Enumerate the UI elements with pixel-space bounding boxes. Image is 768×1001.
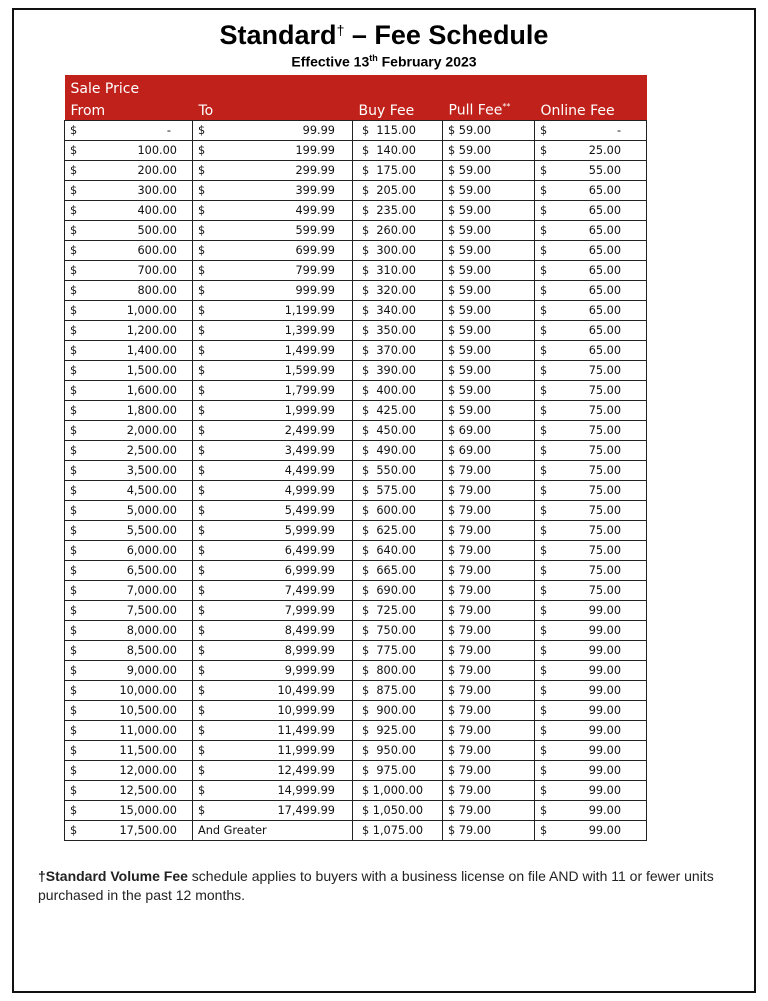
table-row — [65, 461, 647, 481]
table-row — [65, 801, 647, 821]
to-cell: $ 399.99 — [193, 181, 353, 201]
col-from-header: From — [65, 97, 193, 121]
from-cell: $ 200.00 — [65, 161, 193, 181]
from-cell: $ 2,000.00 — [65, 421, 193, 441]
table-row — [65, 161, 647, 181]
pull-fee-cell: $ 59.00 — [443, 201, 535, 221]
pull-fee-cell: $ 59.00 — [443, 241, 535, 261]
buy-fee-cell: $ 350.00 — [353, 321, 443, 341]
col-to-header: To — [193, 97, 353, 121]
from-cell: $ 700.00 — [65, 261, 193, 281]
from-cell: $ 2,500.00 — [65, 441, 193, 461]
col-online-fee-header: Online Fee — [535, 97, 647, 121]
to-cell: $ 4,499.99 — [193, 461, 353, 481]
table-row — [65, 361, 647, 381]
from-cell: $ 1,200.00 — [65, 321, 193, 341]
to-cell: $ 499.99 — [193, 201, 353, 221]
from-cell: $ 1,400.00 — [65, 341, 193, 361]
online-fee-cell: $ 65.00 — [535, 221, 647, 241]
table-row — [65, 301, 647, 321]
effective-date: Effective 13th February 2023 — [291, 53, 477, 70]
from-cell: $ 400.00 — [65, 201, 193, 221]
to-cell: $ 7,999.99 — [193, 601, 353, 621]
from-cell: $ 15,000.00 — [65, 801, 193, 821]
buy-fee-cell: $ 260.00 — [353, 221, 443, 241]
to-cell: $ 2,499.99 — [193, 421, 353, 441]
buy-fee-cell: $ 575.00 — [353, 481, 443, 501]
to-cell: $ 4,999.99 — [193, 481, 353, 501]
pull-fee-cell: $ 79.00 — [443, 661, 535, 681]
pull-fee-cell: $ 59.00 — [443, 301, 535, 321]
from-cell: $ 1,800.00 — [65, 401, 193, 421]
to-cell: $ 11,999.99 — [193, 741, 353, 761]
to-cell: $ 12,499.99 — [193, 761, 353, 781]
buy-fee-cell: $ 975.00 — [353, 761, 443, 781]
page-title: Standard† – Fee Schedule — [219, 20, 549, 50]
to-cell: $ 799.99 — [193, 261, 353, 281]
table-row — [65, 521, 647, 541]
table-row — [65, 441, 647, 461]
table-row — [65, 581, 647, 601]
to-cell: $ 199.99 — [193, 141, 353, 161]
buy-fee-cell: $ 640.00 — [353, 541, 443, 561]
online-fee-cell: $ - — [535, 121, 647, 141]
to-cell: $ 10,499.99 — [193, 681, 353, 701]
buy-fee-cell: $ 665.00 — [353, 561, 443, 581]
from-cell: $ 7,500.00 — [65, 601, 193, 621]
buy-fee-cell: $ 600.00 — [353, 501, 443, 521]
pull-fee-cell: $ 79.00 — [443, 781, 535, 801]
buy-fee-cell: $ 1,075.00 — [353, 821, 443, 841]
online-fee-cell: $ 75.00 — [535, 581, 647, 601]
online-fee-cell: $ 65.00 — [535, 321, 647, 341]
table-row — [65, 741, 647, 761]
footnote-bold: †Standard Volume Fee — [38, 868, 188, 884]
table-row — [65, 621, 647, 641]
pull-fee-cell: $ 79.00 — [443, 561, 535, 581]
table-row — [65, 481, 647, 501]
pull-fee-cell: $ 79.00 — [443, 701, 535, 721]
to-cell: $ 5,499.99 — [193, 501, 353, 521]
pull-fee-cell: $ 79.00 — [443, 801, 535, 821]
table-row — [65, 501, 647, 521]
buy-fee-cell: $ 310.00 — [353, 261, 443, 281]
table-row — [65, 661, 647, 681]
to-cell: $ 3,499.99 — [193, 441, 353, 461]
pull-fee-cell: $ 79.00 — [443, 641, 535, 661]
from-cell: $ 3,500.00 — [65, 461, 193, 481]
table-row — [65, 181, 647, 201]
table-row — [65, 341, 647, 361]
from-cell: $ 6,000.00 — [65, 541, 193, 561]
buy-fee-cell: $ 1,050.00 — [353, 801, 443, 821]
pull-fee-cell: $ 59.00 — [443, 161, 535, 181]
buy-fee-cell: $ 300.00 — [353, 241, 443, 261]
online-fee-cell: $ 75.00 — [535, 541, 647, 561]
to-cell: And Greater — [193, 821, 353, 841]
buy-fee-cell: $ 1,000.00 — [353, 781, 443, 801]
online-fee-cell: $ 75.00 — [535, 561, 647, 581]
to-cell: $ 9,999.99 — [193, 661, 353, 681]
buy-fee-cell: $ 900.00 — [353, 701, 443, 721]
pull-fee-cell: $ 79.00 — [443, 501, 535, 521]
table-row — [65, 221, 647, 241]
to-cell: $ 6,499.99 — [193, 541, 353, 561]
to-cell: $ 1,199.99 — [193, 301, 353, 321]
from-cell: $ 6,500.00 — [65, 561, 193, 581]
from-cell: $ 5,500.00 — [65, 521, 193, 541]
table-row — [65, 601, 647, 621]
table-row — [65, 761, 647, 781]
to-cell: $ 10,999.99 — [193, 701, 353, 721]
buy-fee-cell: $ 340.00 — [353, 301, 443, 321]
from-cell: $ 7,000.00 — [65, 581, 193, 601]
from-cell: $ 12,000.00 — [65, 761, 193, 781]
from-cell: $ 10,000.00 — [65, 681, 193, 701]
to-cell: $ 8,999.99 — [193, 641, 353, 661]
from-cell: $ 5,000.00 — [65, 501, 193, 521]
online-fee-cell: $ 65.00 — [535, 341, 647, 361]
online-fee-cell: $ 99.00 — [535, 801, 647, 821]
online-fee-cell: $ 75.00 — [535, 421, 647, 441]
footnote-text: schedule applies to buyers with a business license on file AND with 11 or fewer units purchased in the past 12 months. — [38, 868, 714, 903]
pull-fee-cell: $ 79.00 — [443, 481, 535, 501]
from-cell: $ 600.00 — [65, 241, 193, 261]
table-row — [65, 701, 647, 721]
footnote — [38, 867, 728, 905]
online-fee-cell: $ 55.00 — [535, 161, 647, 181]
buy-fee-cell: $ 800.00 — [353, 661, 443, 681]
online-fee-cell: $ 65.00 — [535, 241, 647, 261]
online-fee-cell: $ 75.00 — [535, 501, 647, 521]
pull-fee-cell: $ 59.00 — [443, 321, 535, 341]
pull-fee-cell: $ 59.00 — [443, 261, 535, 281]
buy-fee-cell: $ 425.00 — [353, 401, 443, 421]
to-cell: $ 17,499.99 — [193, 801, 353, 821]
pull-fee-cell: $ 79.00 — [443, 581, 535, 601]
online-fee-cell: $ 99.00 — [535, 621, 647, 641]
pull-fee-cell: $ 79.00 — [443, 741, 535, 761]
from-cell: $ 500.00 — [65, 221, 193, 241]
buy-fee-cell: $ 205.00 — [353, 181, 443, 201]
table-row — [65, 401, 647, 421]
online-fee-cell: $ 75.00 — [535, 381, 647, 401]
online-fee-cell: $ 99.00 — [535, 741, 647, 761]
to-cell: $ 6,999.99 — [193, 561, 353, 581]
from-cell: $ 1,000.00 — [65, 301, 193, 321]
col-pull-fee-header: Pull Fee** — [443, 97, 535, 121]
table-row — [65, 821, 647, 841]
buy-fee-cell: $ 925.00 — [353, 721, 443, 741]
from-cell: $ 300.00 — [65, 181, 193, 201]
buy-fee-cell: $ 950.00 — [353, 741, 443, 761]
online-fee-cell: $ 99.00 — [535, 681, 647, 701]
pull-fee-cell: $ 79.00 — [443, 621, 535, 641]
to-cell: $ 1,499.99 — [193, 341, 353, 361]
sale-price-header: Sale Price — [65, 75, 647, 97]
dagger-mark: † — [336, 22, 345, 38]
table-row — [65, 121, 647, 141]
buy-fee-cell: $ 725.00 — [353, 601, 443, 621]
table-row — [65, 561, 647, 581]
from-cell: $ - — [65, 121, 193, 141]
table-row — [65, 261, 647, 281]
from-cell: $ 17,500.00 — [65, 821, 193, 841]
online-fee-cell: $ 65.00 — [535, 261, 647, 281]
to-cell: $ 999.99 — [193, 281, 353, 301]
pull-fee-cell: $ 79.00 — [443, 521, 535, 541]
buy-fee-cell: $ 235.00 — [353, 201, 443, 221]
online-fee-cell: $ 65.00 — [535, 201, 647, 221]
to-cell: $ 1,999.99 — [193, 401, 353, 421]
online-fee-cell: $ 65.00 — [535, 281, 647, 301]
buy-fee-cell: $ 400.00 — [353, 381, 443, 401]
table-row — [65, 641, 647, 661]
pull-fee-cell: $ 59.00 — [443, 121, 535, 141]
fee-schedule-table — [64, 75, 647, 841]
pull-fee-cell: $ 59.00 — [443, 401, 535, 421]
table-row — [65, 241, 647, 261]
online-fee-cell: $ 99.00 — [535, 761, 647, 781]
online-fee-cell: $ 99.00 — [535, 701, 647, 721]
online-fee-cell: $ 75.00 — [535, 481, 647, 501]
table-row — [65, 321, 647, 341]
online-fee-cell: $ 65.00 — [535, 181, 647, 201]
from-cell: $ 100.00 — [65, 141, 193, 161]
from-cell: $ 8,500.00 — [65, 641, 193, 661]
buy-fee-cell: $ 625.00 — [353, 521, 443, 541]
buy-fee-cell: $ 115.00 — [353, 121, 443, 141]
from-cell: $ 1,500.00 — [65, 361, 193, 381]
pull-fee-cell: $ 59.00 — [443, 341, 535, 361]
pull-fee-cell: $ 59.00 — [443, 221, 535, 241]
table-row — [65, 721, 647, 741]
col-buy-fee-header: Buy Fee — [353, 97, 443, 121]
to-cell: $ 14,999.99 — [193, 781, 353, 801]
to-cell: $ 1,399.99 — [193, 321, 353, 341]
online-fee-cell: $ 75.00 — [535, 401, 647, 421]
buy-fee-cell: $ 690.00 — [353, 581, 443, 601]
online-fee-cell: $ 25.00 — [535, 141, 647, 161]
online-fee-cell: $ 99.00 — [535, 661, 647, 681]
pull-fee-cell: $ 59.00 — [443, 281, 535, 301]
to-cell: $ 1,599.99 — [193, 361, 353, 381]
from-cell: $ 8,000.00 — [65, 621, 193, 641]
online-fee-cell: $ 99.00 — [535, 781, 647, 801]
online-fee-cell: $ 99.00 — [535, 821, 647, 841]
from-cell: $ 1,600.00 — [65, 381, 193, 401]
pull-fee-cell: $ 79.00 — [443, 461, 535, 481]
buy-fee-cell: $ 875.00 — [353, 681, 443, 701]
to-cell: $ 599.99 — [193, 221, 353, 241]
to-cell: $ 8,499.99 — [193, 621, 353, 641]
table-row — [65, 541, 647, 561]
buy-fee-cell: $ 390.00 — [353, 361, 443, 381]
online-fee-cell: $ 65.00 — [535, 301, 647, 321]
pull-fee-cell: $ 79.00 — [443, 821, 535, 841]
to-cell: $ 299.99 — [193, 161, 353, 181]
buy-fee-cell: $ 320.00 — [353, 281, 443, 301]
pull-fee-cell: $ 69.00 — [443, 441, 535, 461]
table-row — [65, 381, 647, 401]
table-row — [65, 281, 647, 301]
pull-fee-cell: $ 59.00 — [443, 141, 535, 161]
pull-fee-cell: $ 79.00 — [443, 681, 535, 701]
pull-fee-cell: $ 59.00 — [443, 361, 535, 381]
to-cell: $ 7,499.99 — [193, 581, 353, 601]
online-fee-cell: $ 75.00 — [535, 441, 647, 461]
buy-fee-cell: $ 490.00 — [353, 441, 443, 461]
pull-fee-cell: $ 59.00 — [443, 381, 535, 401]
online-fee-cell: $ 99.00 — [535, 721, 647, 741]
pull-fee-cell: $ 79.00 — [443, 721, 535, 741]
pull-fee-cell: $ 59.00 — [443, 181, 535, 201]
from-cell: $ 11,500.00 — [65, 741, 193, 761]
from-cell: $ 11,000.00 — [65, 721, 193, 741]
buy-fee-cell: $ 750.00 — [353, 621, 443, 641]
table-row — [65, 681, 647, 701]
online-fee-cell: $ 75.00 — [535, 521, 647, 541]
pull-fee-cell: $ 79.00 — [443, 541, 535, 561]
table-row — [65, 201, 647, 221]
to-cell: $ 5,999.99 — [193, 521, 353, 541]
table-row — [65, 781, 647, 801]
to-cell: $ 699.99 — [193, 241, 353, 261]
from-cell: $ 4,500.00 — [65, 481, 193, 501]
table-row — [65, 141, 647, 161]
table-row — [65, 421, 647, 441]
online-fee-cell: $ 99.00 — [535, 641, 647, 661]
to-cell: $ 1,799.99 — [193, 381, 353, 401]
buy-fee-cell: $ 775.00 — [353, 641, 443, 661]
buy-fee-cell: $ 370.00 — [353, 341, 443, 361]
from-cell: $ 800.00 — [65, 281, 193, 301]
from-cell: $ 9,000.00 — [65, 661, 193, 681]
to-cell: $ 11,499.99 — [193, 721, 353, 741]
from-cell: $ 12,500.00 — [65, 781, 193, 801]
pull-fee-cell: $ 69.00 — [443, 421, 535, 441]
online-fee-cell: $ 75.00 — [535, 361, 647, 381]
buy-fee-cell: $ 550.00 — [353, 461, 443, 481]
pull-fee-cell: $ 79.00 — [443, 761, 535, 781]
from-cell: $ 10,500.00 — [65, 701, 193, 721]
buy-fee-cell: $ 175.00 — [353, 161, 443, 181]
to-cell: $ 99.99 — [193, 121, 353, 141]
pull-fee-cell: $ 79.00 — [443, 601, 535, 621]
online-fee-cell: $ 99.00 — [535, 601, 647, 621]
buy-fee-cell: $ 450.00 — [353, 421, 443, 441]
online-fee-cell: $ 75.00 — [535, 461, 647, 481]
buy-fee-cell: $ 140.00 — [353, 141, 443, 161]
